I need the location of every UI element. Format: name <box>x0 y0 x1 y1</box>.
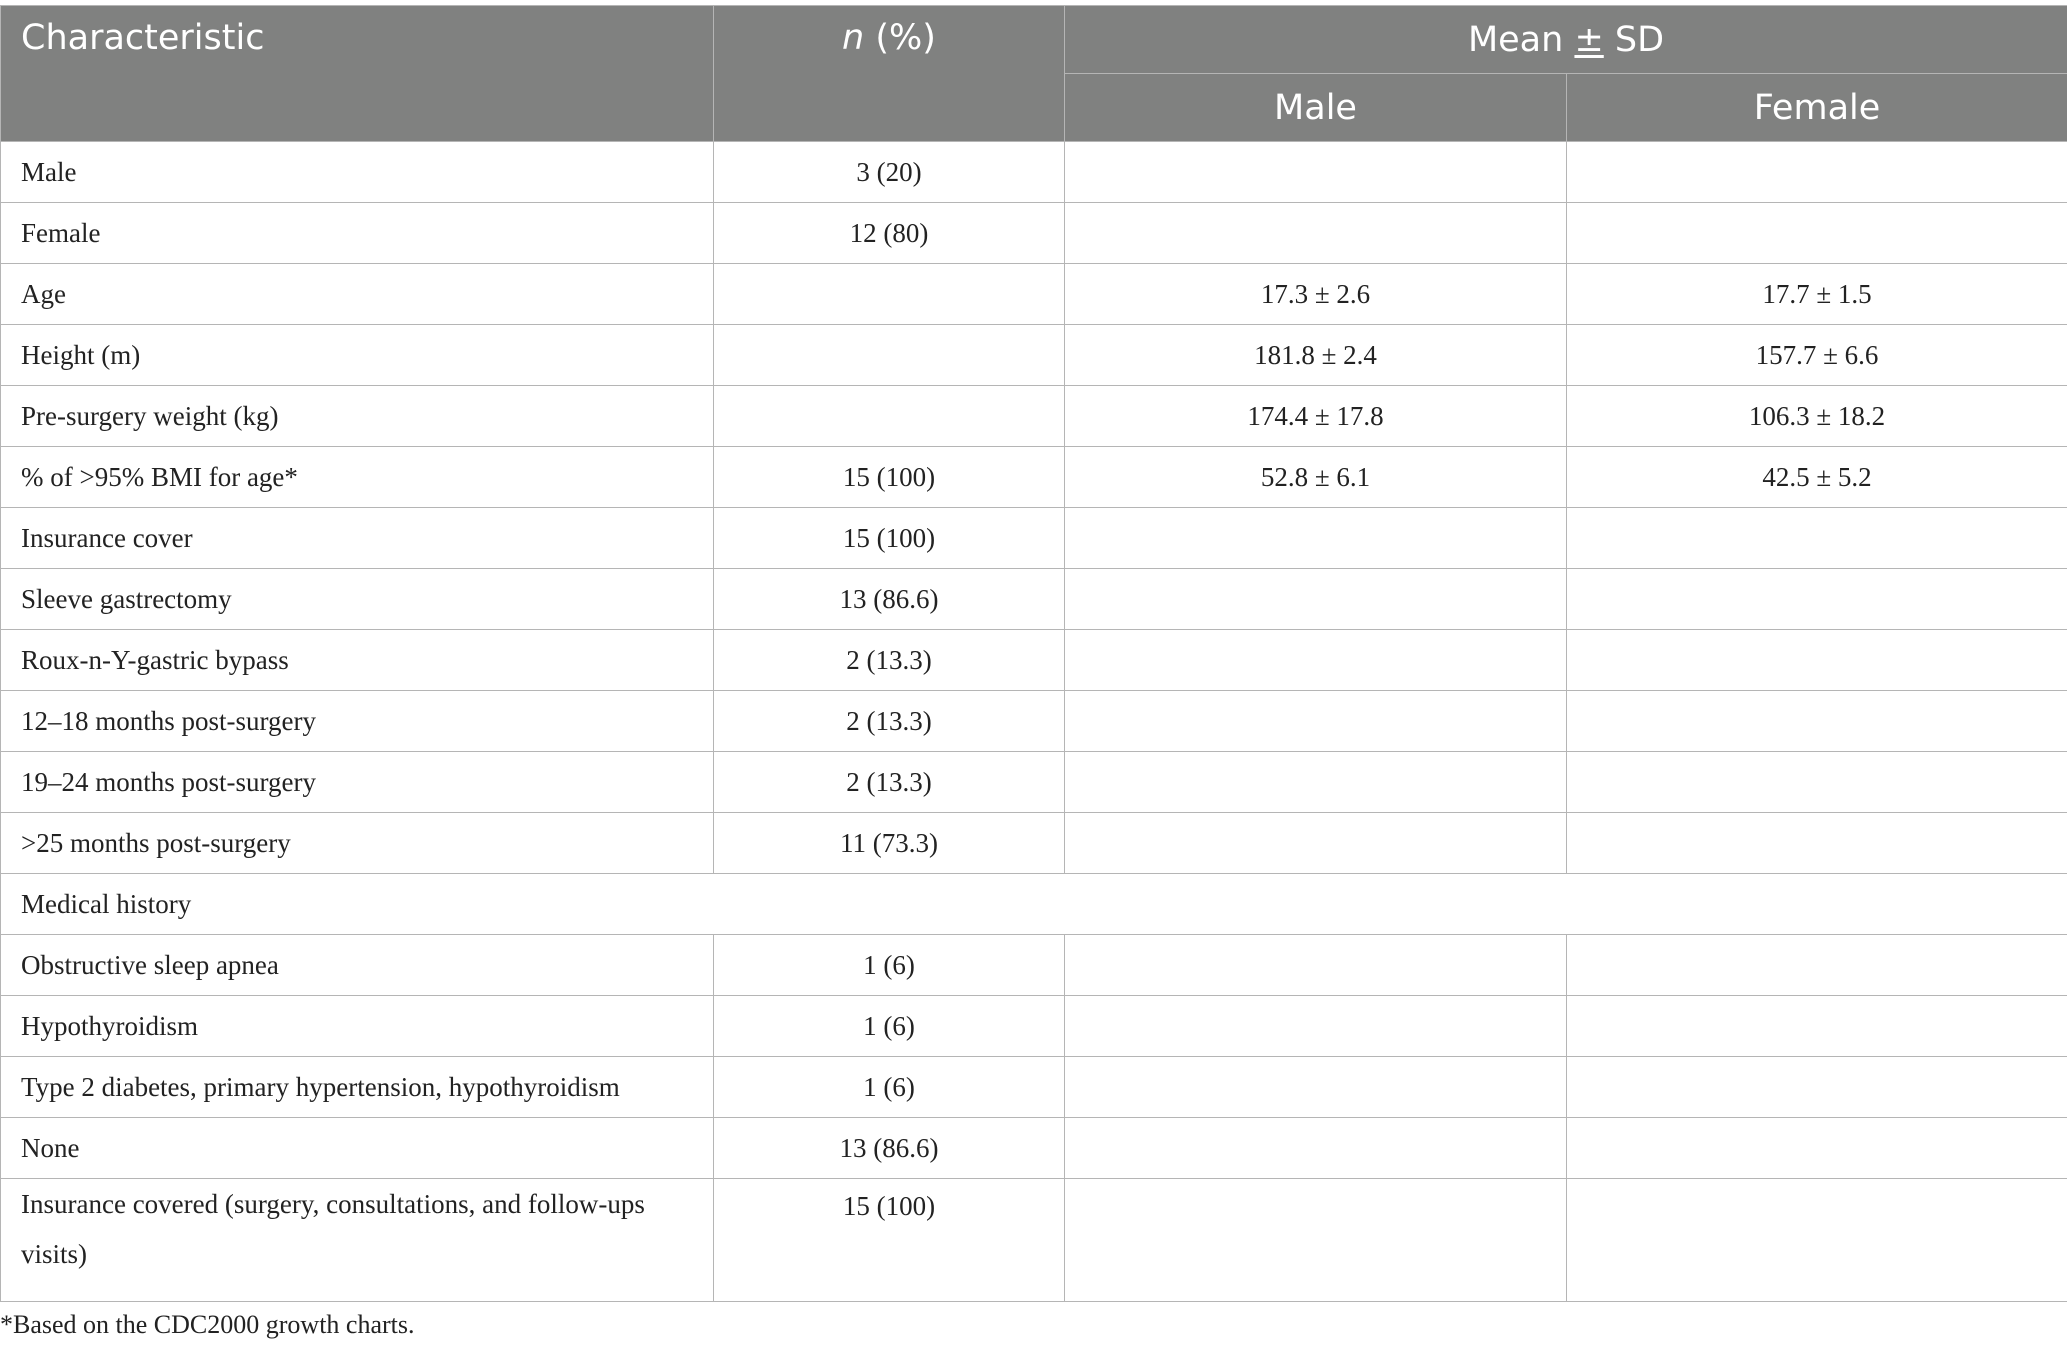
characteristic-cell: Type 2 diabetes, primary hypertension, hypothyroidism <box>1 1057 714 1118</box>
characteristic-cell: Height (m) <box>1 325 714 386</box>
table-row <box>1 1179 2067 1302</box>
table-row <box>1 630 2067 691</box>
characteristics-table <box>0 5 2067 1302</box>
header-mean-pm: ± <box>1574 19 1604 60</box>
table-row <box>1 142 2067 203</box>
n-percent-cell: 2 (13.3) <box>714 752 1065 813</box>
table-row <box>1 508 2067 569</box>
female-mean-sd-cell <box>1567 1118 2067 1179</box>
n-percent-cell: 13 (86.6) <box>714 1118 1065 1179</box>
male-mean-sd-cell <box>1065 996 1567 1057</box>
table-row <box>1 813 2067 874</box>
table-row <box>1 447 2067 508</box>
header-n-percent <box>714 6 1065 142</box>
characteristic-cell: Roux-n-Y-gastric bypass <box>1 630 714 691</box>
male-mean-sd-cell <box>1065 813 1567 874</box>
female-mean-sd-cell <box>1567 1057 2067 1118</box>
table-row <box>1 325 2067 386</box>
male-mean-sd-cell <box>1065 1057 1567 1118</box>
characteristic-cell: 12–18 months post-surgery <box>1 691 714 752</box>
n-percent-cell: 15 (100) <box>714 447 1065 508</box>
male-mean-sd-cell <box>1065 1118 1567 1179</box>
header-female: Female <box>1567 74 2067 142</box>
n-percent-cell: 2 (13.3) <box>714 630 1065 691</box>
female-mean-sd-cell <box>1567 1179 2067 1302</box>
n-percent-cell: 11 (73.3) <box>714 813 1065 874</box>
n-percent-cell: 15 (100) <box>714 508 1065 569</box>
table-row <box>1 691 2067 752</box>
n-percent-cell: 2 (13.3) <box>714 691 1065 752</box>
n-percent-cell: 3 (20) <box>714 142 1065 203</box>
section-heading-cell: Medical history <box>1 874 2067 935</box>
table-row <box>1 752 2067 813</box>
n-percent-cell: 15 (100) <box>714 1179 1065 1302</box>
characteristic-cell: >25 months post-surgery <box>1 813 714 874</box>
female-mean-sd-cell: 106.3 ± 18.2 <box>1567 386 2067 447</box>
characteristic-cell: Obstructive sleep apnea <box>1 935 714 996</box>
female-mean-sd-cell <box>1567 630 2067 691</box>
n-percent-cell <box>714 264 1065 325</box>
n-percent-cell: 12 (80) <box>714 203 1065 264</box>
table-row <box>1 935 2067 996</box>
male-mean-sd-cell: 181.8 ± 2.4 <box>1065 325 1567 386</box>
male-mean-sd-cell <box>1065 569 1567 630</box>
female-mean-sd-cell <box>1567 142 2067 203</box>
characteristic-cell: Female <box>1 203 714 264</box>
characteristic-cell: Insurance cover <box>1 508 714 569</box>
female-mean-sd-cell: 17.7 ± 1.5 <box>1567 264 2067 325</box>
header-male: Male <box>1065 74 1567 142</box>
table-body <box>1 142 2067 1302</box>
female-mean-sd-cell <box>1567 569 2067 630</box>
female-mean-sd-cell <box>1567 935 2067 996</box>
characteristic-cell: Male <box>1 142 714 203</box>
header-n-italic: n <box>842 18 865 58</box>
header-characteristic: Characteristic <box>1 6 714 142</box>
characteristic-cell: None <box>1 1118 714 1179</box>
table-row <box>1 569 2067 630</box>
characteristic-cell: Hypothyroidism <box>1 996 714 1057</box>
male-mean-sd-cell: 52.8 ± 6.1 <box>1065 447 1567 508</box>
table-row <box>1 386 2067 447</box>
characteristic-cell: Pre-surgery weight (kg) <box>1 386 714 447</box>
table-row <box>1 203 2067 264</box>
table-footnote: *Based on the CDC2000 growth charts. <box>0 1310 415 1339</box>
table-row <box>1 874 2067 935</box>
male-mean-sd-cell <box>1065 203 1567 264</box>
table-header <box>1 6 2067 142</box>
female-mean-sd-cell <box>1567 752 2067 813</box>
n-percent-cell: 13 (86.6) <box>714 569 1065 630</box>
male-mean-sd-cell <box>1065 691 1567 752</box>
female-mean-sd-cell <box>1567 691 2067 752</box>
male-mean-sd-cell <box>1065 752 1567 813</box>
n-percent-cell <box>714 386 1065 447</box>
n-percent-cell <box>714 325 1065 386</box>
header-mean-sd <box>1065 6 2067 74</box>
characteristic-cell: 19–24 months post-surgery <box>1 752 714 813</box>
male-mean-sd-cell: 174.4 ± 17.8 <box>1065 386 1567 447</box>
table-row <box>1 1057 2067 1118</box>
characteristic-cell: Sleeve gastrectomy <box>1 569 714 630</box>
table-row <box>1 1118 2067 1179</box>
characteristic-cell: Age <box>1 264 714 325</box>
n-percent-cell: 1 (6) <box>714 996 1065 1057</box>
female-mean-sd-cell <box>1567 996 2067 1057</box>
characteristic-cell: Insurance covered (surgery, consultations, and follow-ups visits) <box>1 1179 714 1302</box>
female-mean-sd-cell <box>1567 508 2067 569</box>
female-mean-sd-cell: 157.7 ± 6.6 <box>1567 325 2067 386</box>
female-mean-sd-cell <box>1567 203 2067 264</box>
male-mean-sd-cell <box>1065 142 1567 203</box>
header-mean-suffix: SD <box>1603 19 1665 60</box>
table-row <box>1 264 2067 325</box>
female-mean-sd-cell <box>1567 813 2067 874</box>
male-mean-sd-cell <box>1065 935 1567 996</box>
male-mean-sd-cell: 17.3 ± 2.6 <box>1065 264 1567 325</box>
characteristic-cell: % of >95% BMI for age* <box>1 447 714 508</box>
male-mean-sd-cell <box>1065 508 1567 569</box>
n-percent-cell: 1 (6) <box>714 1057 1065 1118</box>
characteristics-table-container <box>0 5 2067 1302</box>
female-mean-sd-cell: 42.5 ± 5.2 <box>1567 447 2067 508</box>
table-row <box>1 996 2067 1057</box>
n-percent-cell: 1 (6) <box>714 935 1065 996</box>
male-mean-sd-cell <box>1065 1179 1567 1302</box>
header-n-rest: (%) <box>864 18 936 58</box>
male-mean-sd-cell <box>1065 630 1567 691</box>
header-mean-prefix: Mean <box>1467 19 1575 60</box>
